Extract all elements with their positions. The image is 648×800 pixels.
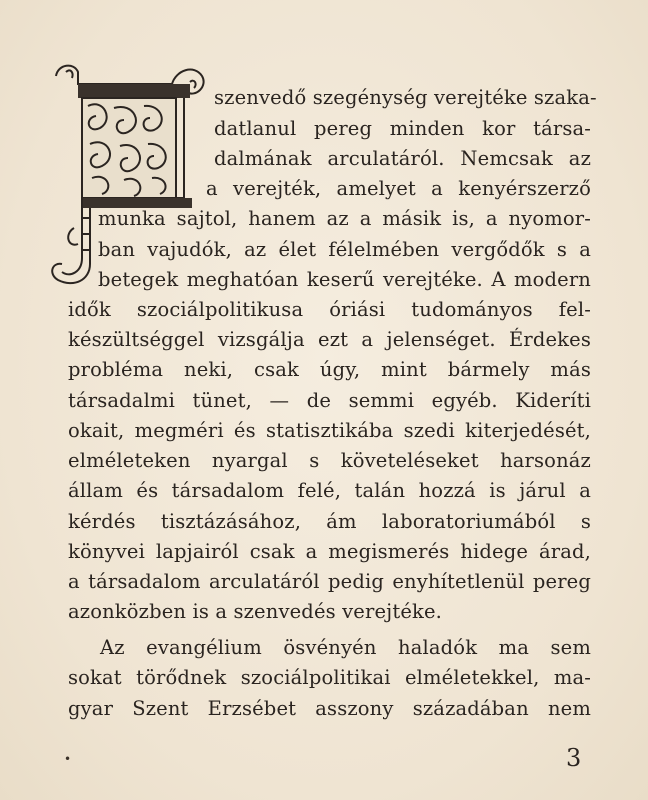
text-line-9: készültséggel vizsgálja ezt a jelenséget. Érdekes: [68, 328, 591, 351]
text-line-4: a verejték, amelyet a kenyérszerző: [206, 177, 591, 200]
text-line-2: datlanul pereg minden kor társa-: [214, 117, 591, 140]
text-line-5: munka sajtol, hanem az a másik is, a nyomor-: [98, 207, 591, 230]
text-line-21: gyar Szent Erzsébet asszony századában nem: [68, 697, 591, 720]
text-line-14: állam és társadalom felé, talán hozzá is járul a: [68, 479, 591, 502]
text-line-1: szenvedő szegénység verejtéke szaka-: [214, 86, 597, 109]
text-line-18: azonközben is a szenvedés verejtéke.: [68, 600, 443, 623]
text-line-17: a társadalom arculatáról pedig enyhítetlenül pereg: [68, 570, 591, 593]
text-line-7: betegek meghatóan keserű verejtéke. A modern: [98, 268, 591, 291]
text-line-12: okait, megméri és statisztikába szedi kiterjedését,: [68, 419, 591, 442]
page-number: 3: [566, 744, 582, 772]
text-line-6: ban vajudók, az élet félelmében vergődők s a: [98, 238, 591, 261]
text-line-13: elméleteken nyargal s követeléseket harsonáz: [68, 449, 591, 472]
text-line-8: idők szociálpolitikusa óriási tudományos fel-: [68, 298, 591, 321]
text-line-3: dalmának arculatáról. Nemcsak az: [214, 147, 591, 170]
ornament-mark: •: [64, 752, 72, 766]
text-line-20: sokat törődnek szociálpolitikai elméletekkel, ma-: [68, 666, 591, 689]
text-line-10: probléma neki, csak úgy, mint bármely más: [68, 358, 591, 381]
text-line-11: társadalmi tünet, — de semmi egyéb. Kideríti: [68, 389, 591, 412]
text-line-19: Az evangélium ösvényén haladók ma sem: [100, 636, 591, 659]
text-line-15: kérdés tisztázásához, ám laboratoriumából s: [68, 510, 591, 533]
text-line-16: könyvei lapjairól csak a megismerés hidege árad,: [68, 540, 591, 563]
